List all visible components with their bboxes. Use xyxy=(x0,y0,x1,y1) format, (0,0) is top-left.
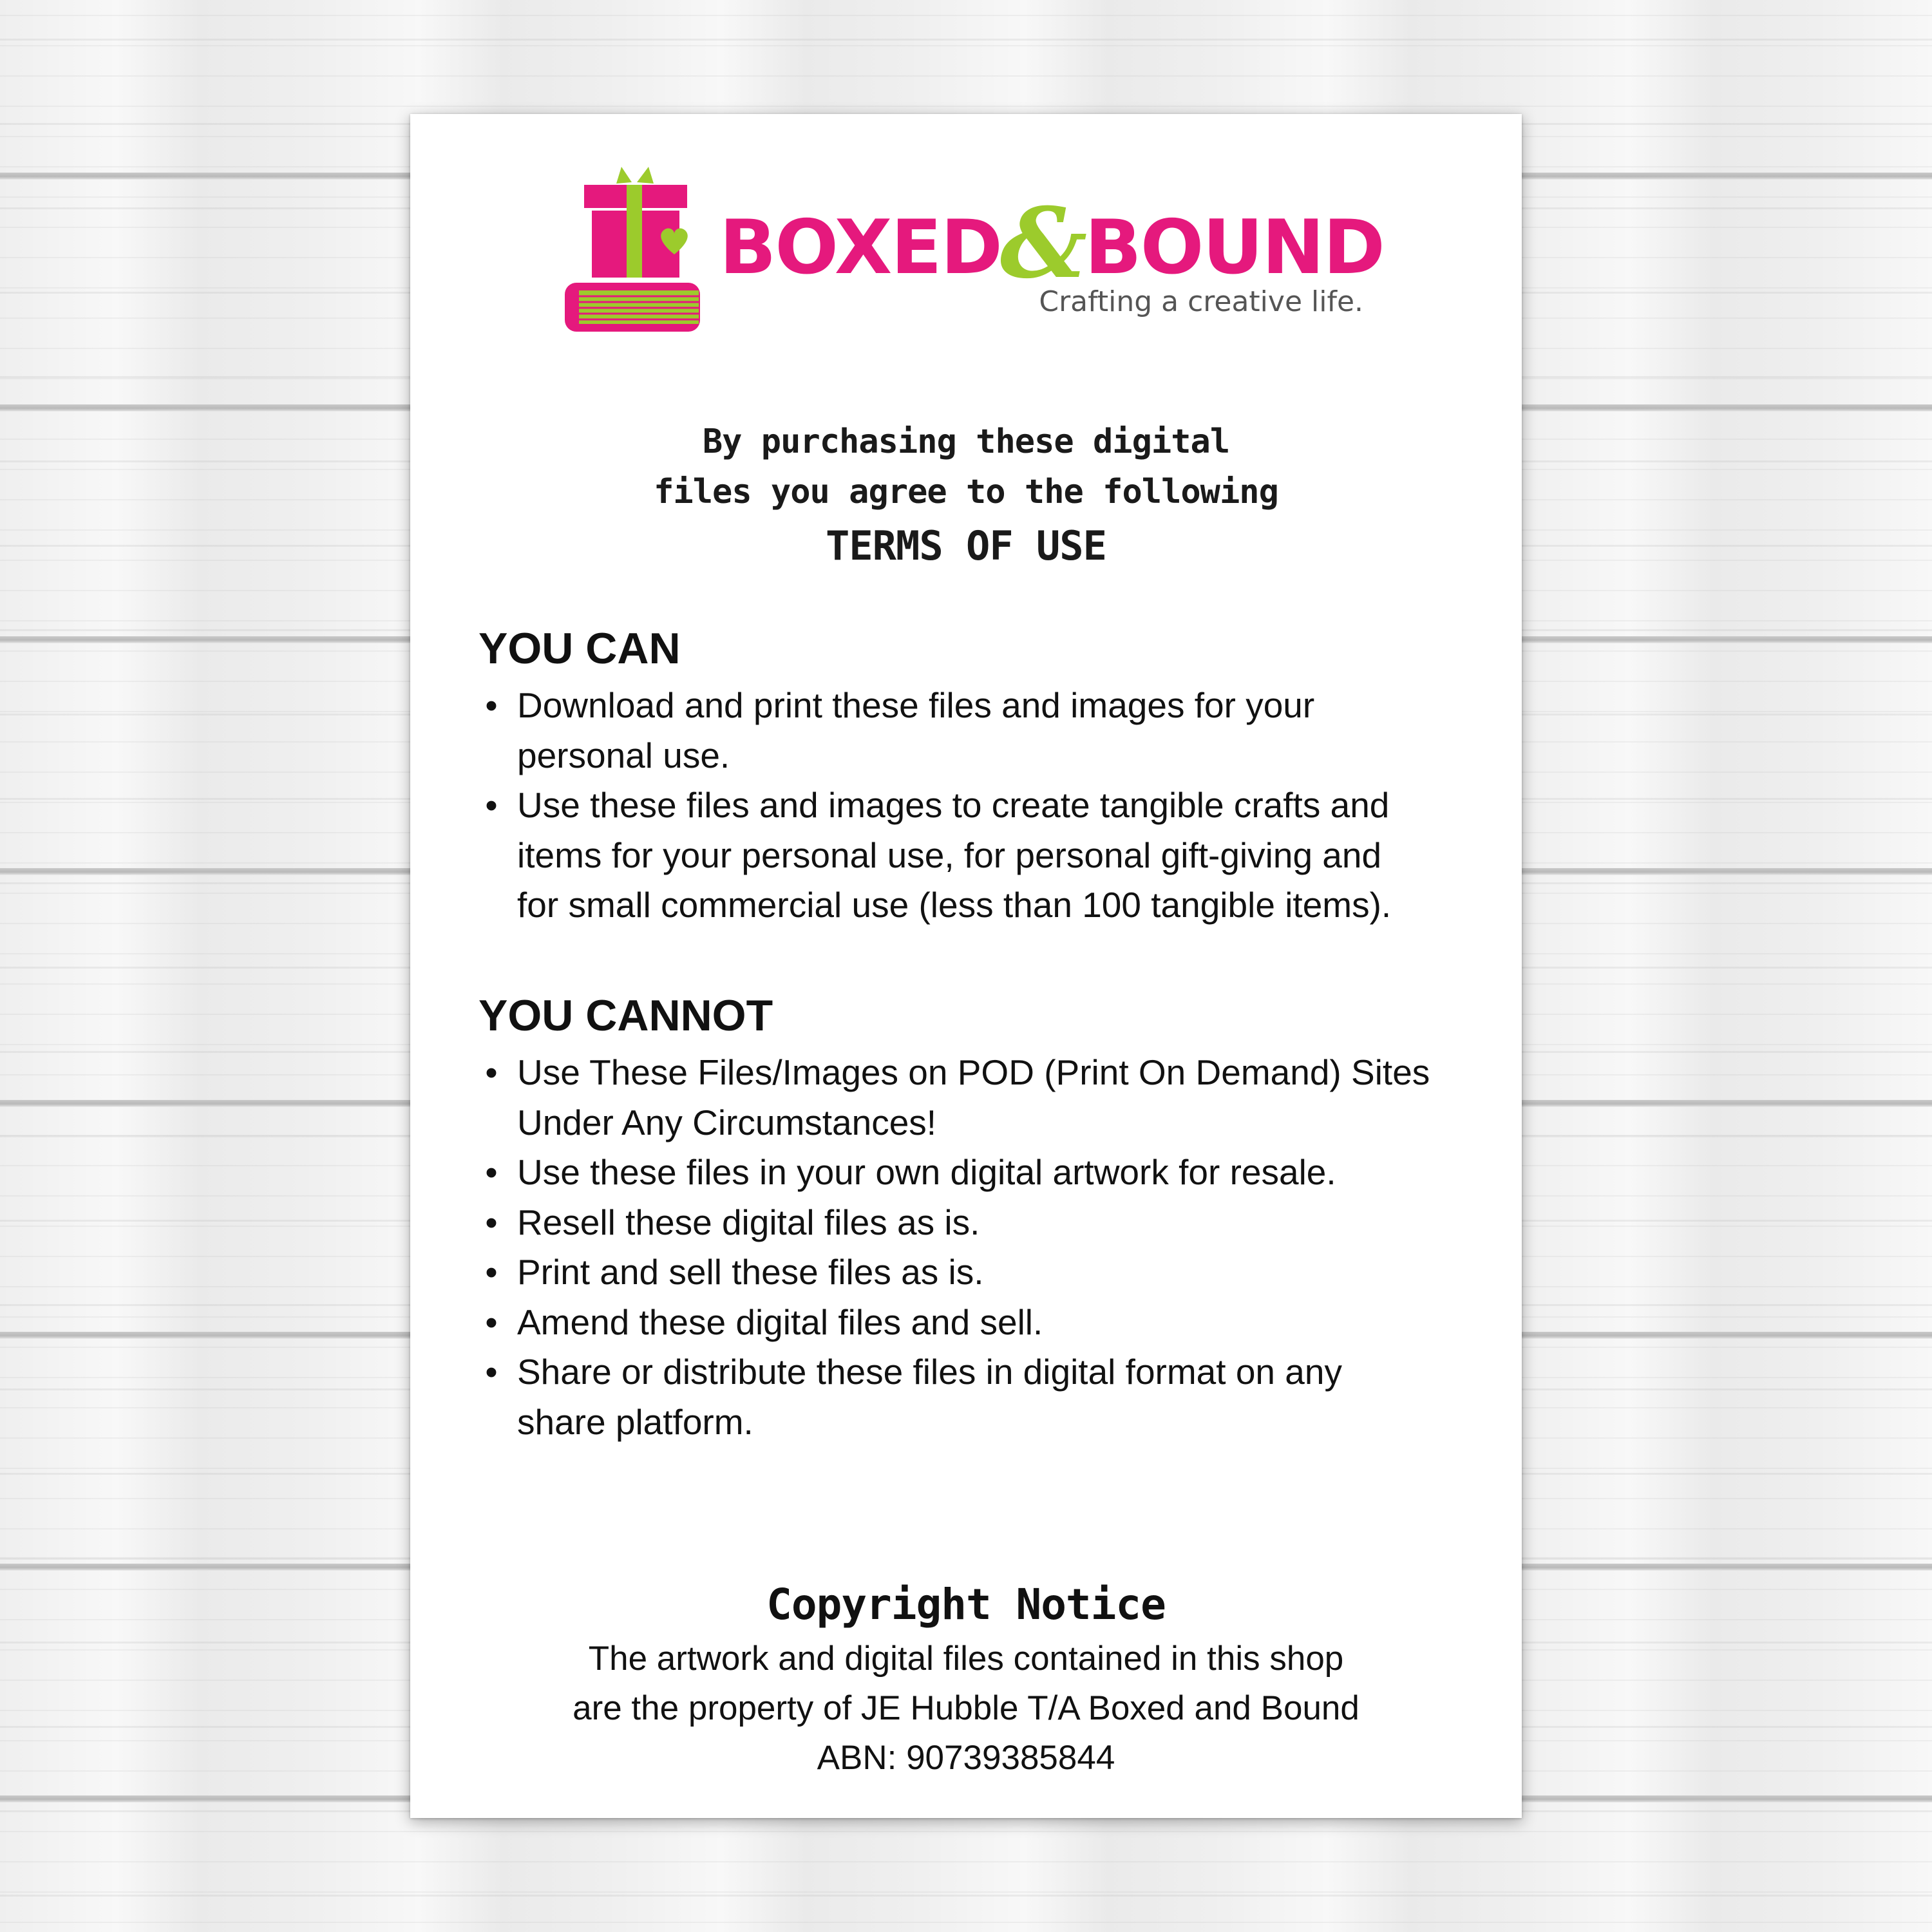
you-can-section xyxy=(478,623,1483,931)
you-can-list xyxy=(478,681,1483,931)
list-item xyxy=(478,1148,1483,1198)
bullet-icon: • xyxy=(485,1052,498,1092)
list-item-line: Print and sell these files as is. xyxy=(517,1252,984,1292)
list-item xyxy=(478,1198,1483,1248)
bullet-icon: • xyxy=(485,785,498,825)
you-can-heading: YOU CAN xyxy=(478,624,681,673)
terms-title: TERMS OF USE xyxy=(826,522,1106,569)
list-item-line: Under Any Circumstances! xyxy=(517,1102,937,1142)
brand-logo xyxy=(565,164,1384,332)
copyright-title: Copyright Notice xyxy=(766,1580,1166,1629)
you-cannot-heading: YOU CANNOT xyxy=(478,991,773,1040)
bullet-icon: • xyxy=(485,1252,498,1292)
list-item xyxy=(478,1298,1483,1348)
list-item-line: Use these files and images to create tangible crafts and xyxy=(517,785,1390,825)
bullet-icon: • xyxy=(485,1202,498,1242)
list-item-line: for small commercial use (less than 100 tangible items). xyxy=(517,885,1392,925)
bullet-icon: • xyxy=(485,1302,498,1342)
copyright-block xyxy=(410,1576,1522,1783)
gift-box-on-book-icon xyxy=(565,164,706,332)
you-cannot-section xyxy=(478,990,1483,1447)
copyright-abn: ABN: 90739385844 xyxy=(817,1739,1115,1777)
intro-line-1: By purchasing these digital xyxy=(702,422,1230,461)
list-item-line: Use These Files/Images on POD (Print On Demand) Sites xyxy=(517,1052,1430,1092)
you-cannot-list xyxy=(478,1048,1483,1447)
brand-ampersand: & xyxy=(999,187,1086,300)
bullet-icon: • xyxy=(485,1152,498,1192)
list-item xyxy=(478,1347,1483,1447)
list-item-line: Resell these digital files as is. xyxy=(517,1202,980,1242)
list-item-line: items for your personal use, for personal gift-giving and xyxy=(517,835,1382,875)
copyright-line-2: are the property of JE Hubble T/A Boxed and Bound xyxy=(573,1689,1359,1727)
list-item xyxy=(478,681,1483,781)
bullet-icon: • xyxy=(485,685,498,725)
list-item-line: Use these files in your own digital artwork for resale. xyxy=(517,1152,1336,1192)
intro-line-2: files you agree to the following xyxy=(654,473,1278,511)
list-item xyxy=(478,1048,1483,1148)
brand-word-boxed: BOXED xyxy=(719,204,1001,291)
list-item-line: Download and print these files and images for your xyxy=(517,685,1315,725)
list-item xyxy=(478,1247,1483,1298)
terms-card xyxy=(410,114,1522,1818)
copyright-line-1: The artwork and digital files contained in this shop xyxy=(588,1640,1344,1678)
brand-tagline: Crafting a creative life. xyxy=(1039,285,1363,318)
intro-block xyxy=(410,417,1522,575)
list-item xyxy=(478,781,1483,931)
list-item-line: Share or distribute these files in digital format on any xyxy=(517,1352,1342,1392)
brand-word-bound: BOUND xyxy=(1084,204,1384,291)
brand-wordmark xyxy=(719,187,1384,300)
list-item-line: personal use. xyxy=(517,735,730,775)
list-item-line: share platform. xyxy=(517,1401,753,1442)
bullet-icon: • xyxy=(485,1352,498,1392)
list-item-line: Amend these digital files and sell. xyxy=(517,1302,1043,1342)
